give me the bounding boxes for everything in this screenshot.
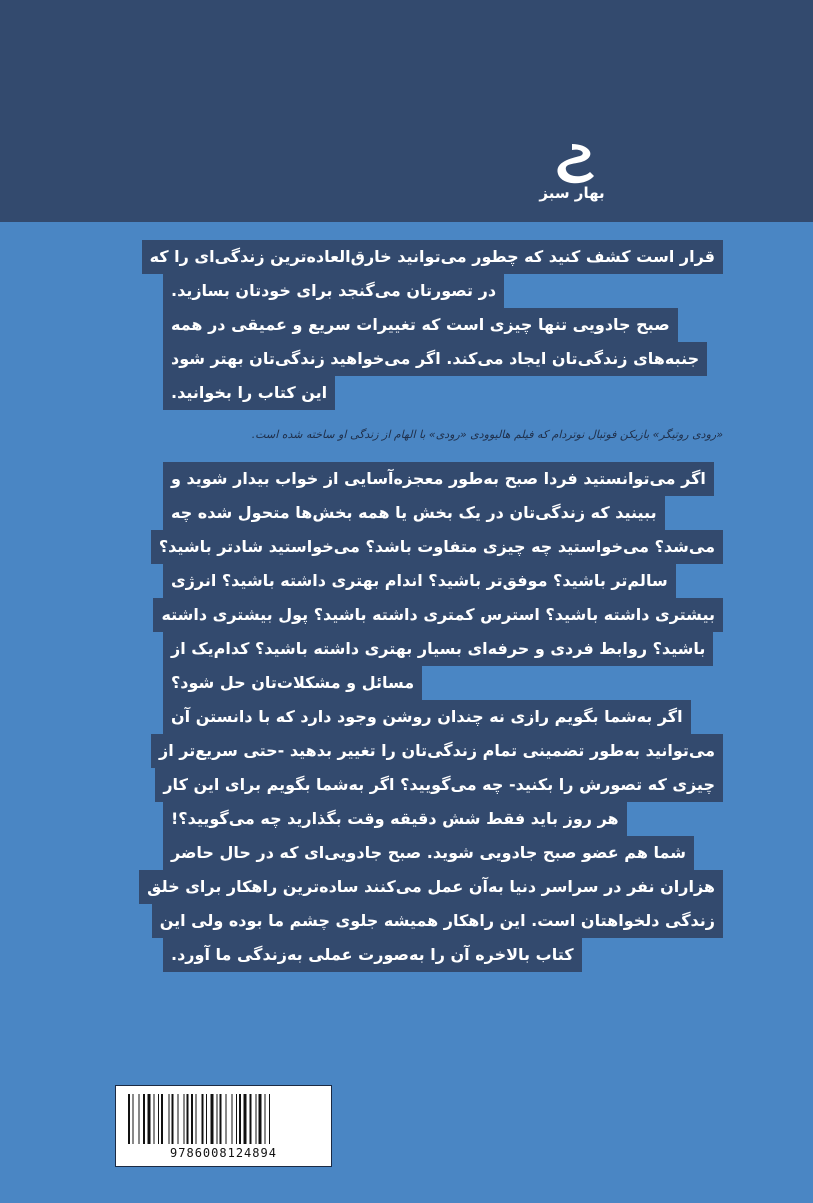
intro-line <box>149 240 723 274</box>
body-line-text: هزاران نفر در سراسر دنیا به‌آن عمل می‌کنند ساده‌ترین راهکار برای خلق <box>139 870 723 904</box>
barcode-bar <box>143 1094 145 1144</box>
body-line <box>163 564 676 598</box>
body-line-text: می‌شد؟ می‌خواستید چه چیزی متفاوت باشد؟ می‌خواستید شادتر باشید؟ <box>151 530 723 564</box>
body-line-text: بیشتری داشته باشید؟ استرس کمتری داشته باشید؟ پول بیشتری داشته <box>153 598 723 632</box>
barcode-bar <box>172 1094 174 1144</box>
body-line <box>163 768 723 802</box>
body-line-text: سالم‌تر باشید؟ موفق‌تر باشید؟ اندام بهتری داشته باشید؟ انرژی <box>163 564 676 598</box>
barcode-bar <box>232 1094 233 1144</box>
barcode-bar <box>169 1094 170 1144</box>
barcode-bar <box>211 1094 214 1144</box>
barcode-bar <box>158 1094 159 1144</box>
publisher-name: بهار سبز <box>539 184 605 202</box>
barcode-bar <box>220 1094 222 1144</box>
barcode-bar <box>202 1094 204 1144</box>
body-line-text: کتاب بالاخره آن را به‌صورت عملی به‌زندگی ما آورد. <box>163 938 582 972</box>
barcode-bar <box>239 1094 241 1144</box>
top-color-band <box>0 0 813 222</box>
body-line <box>163 700 691 734</box>
barcode-bar <box>161 1094 163 1144</box>
body-line <box>158 530 723 564</box>
body-line-text: هر روز باید فقط شش دقیقه وقت بگذارید چه می‌گویید؟! <box>163 802 627 836</box>
barcode-bar <box>178 1094 179 1144</box>
publisher-logo-icon <box>536 140 608 188</box>
barcode-bars <box>128 1094 318 1144</box>
barcode-bar <box>196 1094 197 1144</box>
body-line <box>159 904 723 938</box>
barcode-bar <box>139 1094 140 1144</box>
body-line <box>158 734 723 768</box>
body-line-text: باشید؟ روابط فردی و حرفه‌ای بسیار بهتری داشته باشید؟ کدام‌یک از <box>163 632 713 666</box>
body-line <box>147 870 723 904</box>
body-line <box>163 598 723 632</box>
barcode-bar <box>226 1094 227 1144</box>
body-line-text: اگر می‌توانستید فردا صبح به‌طور معجزه‌آسایی از خواب بیدار شوید و <box>163 462 714 496</box>
intro-line-text: قرار است کشف کنید که چطور می‌توانید خارق‌العاده‌ترین زندگی‌ای را که <box>142 240 723 274</box>
barcode-bar <box>265 1094 266 1144</box>
barcode-bar <box>250 1094 252 1144</box>
intro-line-text: این کتاب را بخوانید. <box>163 376 335 410</box>
barcode-bar <box>133 1094 134 1144</box>
body-line-text: می‌توانید به‌طور تضمینی تمام زندگی‌تان را تغییر بدهید -حتی سریع‌تر از <box>151 734 723 768</box>
body-line <box>163 802 627 836</box>
body-line <box>163 632 713 666</box>
body-line-text: ببینید که زندگی‌تان در یک بخش یا همه بخش‌ها متحول شده چه <box>163 496 665 530</box>
isbn-barcode <box>115 1085 332 1167</box>
barcode-bar <box>191 1094 193 1144</box>
barcode-number: 9786008124894 <box>170 1146 277 1160</box>
barcode-bar <box>187 1094 189 1144</box>
body-line <box>163 836 694 870</box>
body-line-text: چیزی که تصورش را بکنید- چه می‌گویید؟ اگر به‌شما بگویم برای این کار <box>155 768 723 802</box>
intro-line-text: صبح جادویی تنها چیزی است که تغییرات سریع و عمیقی در همه <box>163 308 678 342</box>
barcode-bar <box>217 1094 218 1144</box>
barcode-bar <box>259 1094 262 1144</box>
intro-line <box>163 308 678 342</box>
body-text <box>147 462 723 972</box>
barcode-bar <box>244 1094 247 1144</box>
barcode-bar <box>148 1094 151 1144</box>
body-line-text: اگر به‌شما بگویم رازی نه چندان روشن وجود دارد که با دانستن آن <box>163 700 691 734</box>
body-line <box>163 666 422 700</box>
barcode-bar <box>184 1094 185 1144</box>
intro-paragraph <box>149 240 723 410</box>
body-line <box>163 462 714 496</box>
body-line-text: مسائل و مشکلات‌تان حل شود؟ <box>163 666 422 700</box>
intro-line <box>163 376 335 410</box>
body-line <box>163 938 582 972</box>
barcode-bar <box>206 1094 207 1144</box>
intro-line <box>163 342 707 376</box>
body-line-text: زندگی دلخواهتان است. این راهکار همیشه جلوی چشم ما بوده ولی این <box>152 904 723 938</box>
intro-line <box>163 274 504 308</box>
body-line-text: شما هم عضو صبح جادویی شوید. صبح جادویی‌ای که در حال حاضر <box>163 836 694 870</box>
barcode-bar <box>269 1094 270 1144</box>
intro-line-text: در تصورتان می‌گنجد برای خودتان بسازید. <box>163 274 504 308</box>
barcode-bar <box>256 1094 257 1144</box>
body-line <box>163 496 665 530</box>
barcode-bar <box>236 1094 237 1144</box>
barcode-bar <box>154 1094 155 1144</box>
footnote-caption: «رودی روتیگر» بازیکن فوتبال نوتردام که فیلم هالیوودی «رودی» با الهام از زندگی او ساخته شده است. <box>251 428 723 441</box>
barcode-bar <box>128 1094 130 1144</box>
intro-line-text: جنبه‌های زندگی‌تان ایجاد می‌کند. اگر می‌خواهید زندگی‌تان بهتر شود <box>163 342 707 376</box>
